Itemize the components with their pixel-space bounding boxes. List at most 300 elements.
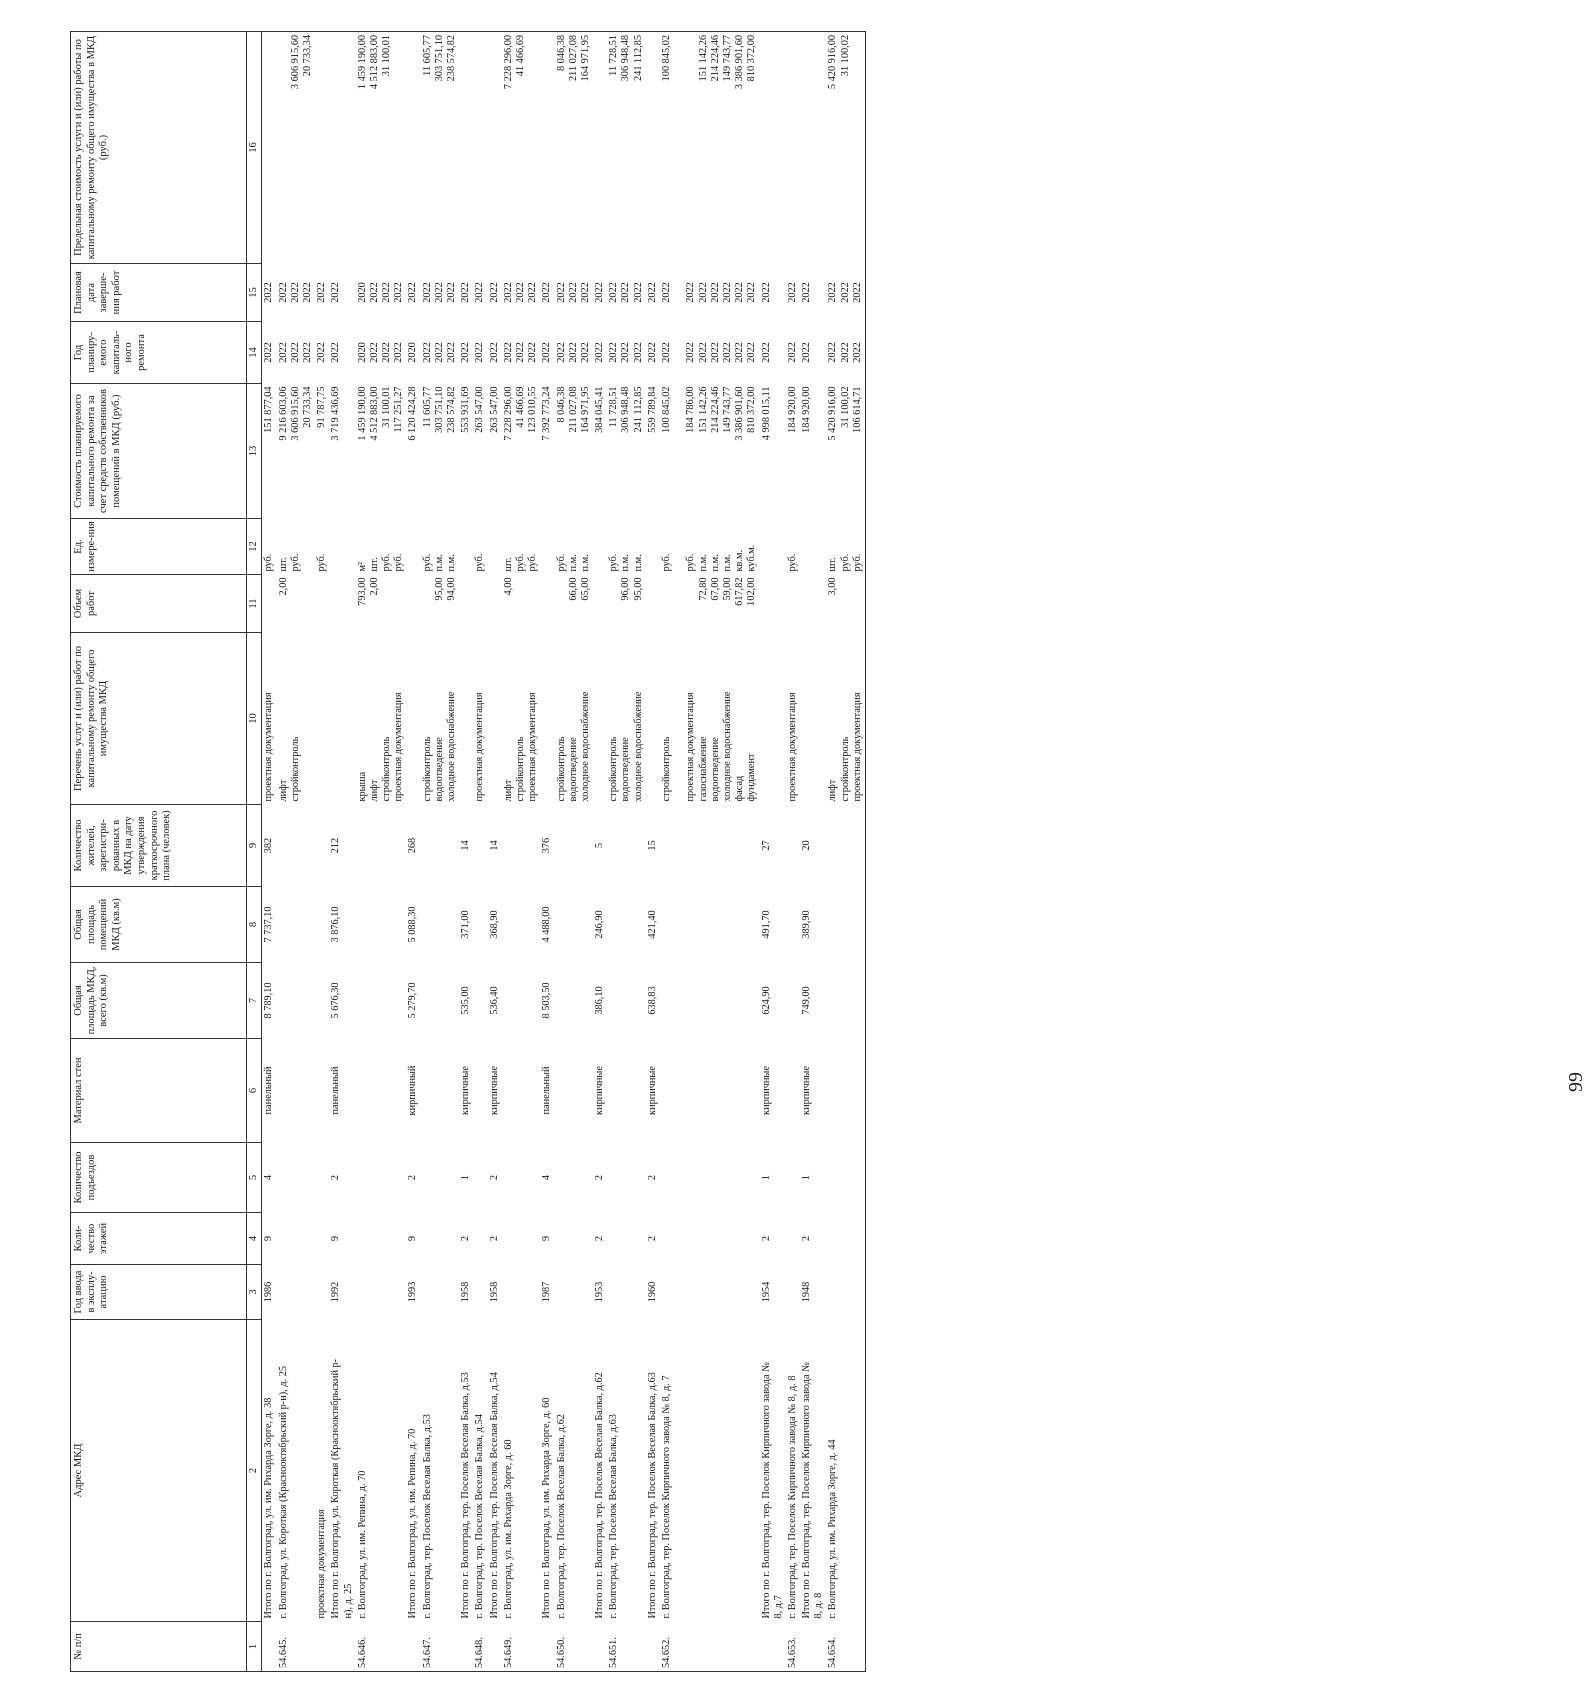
entrances-cell [356,1143,407,1213]
cost-cell-line: 151 877,04 [263,386,275,433]
end-date-cell-line: 2022 [433,282,445,303]
table-row [760,32,786,1672]
works-cell [555,633,594,805]
cost-cell-line: 31 100,01 [381,386,393,428]
works-cell-line: стройконтроль [661,736,672,802]
address-cell-line: Итого по г. Волгоград, тер. Поселок Веселая Балка, д.62 [594,1372,606,1619]
works-cell-line: проектная документация [393,692,405,802]
works-cell [540,633,554,805]
works-cell-line: холодное водоснабжение [721,691,733,802]
year-cell-value: 1987 [541,1281,553,1303]
table-row [421,32,460,1672]
total-area-cell [786,963,800,1039]
works-cell-line: лифт [827,779,839,802]
year-cell [660,1265,760,1320]
address-cell-line: 8, д.7 [772,1595,784,1619]
column-header: № п/п [71,1622,247,1672]
premises-area-cell-value [316,890,328,960]
year-cell-value [556,1268,568,1317]
works-cell-line [541,636,553,802]
column-number: 12 [247,519,262,575]
address-cell-line: г. Волгоград, ул. им. Репина, д. 70 [356,1470,368,1619]
entrances-cell [646,1143,660,1213]
row-number-value: 54.645. [277,1637,289,1668]
entrances-cell-value: 2 [594,1174,606,1181]
floors-cell [646,1213,660,1265]
total-area-cell [329,963,355,1039]
plan-year-cell-line: 2022 [555,342,567,363]
unit-cell-line: п.м. [632,554,644,572]
address-cell [315,1320,329,1622]
wall-material-cell-value [556,1042,568,1140]
row-number [356,1622,407,1672]
wall-material-cell-value: кирпичные [646,1066,658,1115]
wall-material-cell-value: кирпичные [488,1066,500,1115]
floors-cell [593,1213,607,1265]
end-date-cell-line: 2022 [685,282,697,303]
entrances-cell-value: 2 [407,1174,419,1181]
premises-area-cell-value [556,890,568,960]
wall-material-cell [262,1039,277,1143]
cost-cell [607,384,646,519]
unit-cell-line [647,522,659,572]
end-date-cell-line: 2022 [527,282,539,303]
header-row [71,32,247,1672]
total-area-cell [760,963,786,1039]
limit-cost-cell-line [852,35,864,261]
cost-cell-line: 7 228 296,00 [502,386,514,441]
year-cell [421,1265,460,1320]
total-area-cell-value: 5 676,30 [330,982,342,1019]
works-cell-line: холодное водоснабжение [579,691,591,802]
address-cell-line: Итого по г. Волгоград, тер. Поселок Веселая Балка, д.53 [460,1372,472,1619]
entrances-cell [421,1143,460,1213]
unit-cell-line: руб. [608,553,620,572]
cost-cell-line: 117 251,27 [393,386,405,433]
end-date-cell [277,264,316,322]
works-cell-line [489,636,501,802]
table-row [660,32,760,1672]
volume-cell-line: 95,00 [632,577,644,601]
total-area-cell-value: 638,83 [646,986,658,1015]
cost-cell-line: 31 100,02 [839,386,851,428]
year-cell-value [787,1268,799,1317]
limit-cost-cell-line: 214 224,46 [709,35,721,82]
column-number: 10 [247,633,262,805]
plan-year-cell-line: 2022 [786,342,798,363]
unit-cell-line: руб. [685,553,697,572]
column-header: Год ввода в эксплу-атацию [71,1265,247,1320]
year-cell [593,1265,607,1320]
premises-area-cell-value: 7 737,10 [263,906,275,943]
works-cell-line: стройконтроль [289,736,301,802]
total-area-cell [315,963,329,1039]
entrances-cell [660,1143,760,1213]
row-number [262,1622,277,1672]
premises-area-cell [488,887,502,963]
entrances-cell-value: 1 [801,1174,813,1181]
plan-year-cell-line: 2022 [646,342,658,363]
plan-year-cell-line: 2022 [502,342,514,363]
end-date-cell [262,264,277,322]
year-cell-value [608,1268,620,1317]
end-date-cell-line: 2022 [368,282,380,303]
volume-cell-line [594,578,606,630]
works-cell-line: проектная документация [851,692,863,802]
works-cell-line: лифт [502,779,514,802]
premises-area-cell-value: 5 088,30 [407,906,419,943]
plan-year-cell [473,322,487,384]
unit-cell [406,519,420,575]
limit-cost-cell-line: 20 733,34 [301,35,313,77]
plan-year-cell-line: 2020 [407,342,419,363]
plan-year-cell-line [673,325,685,381]
entrances-cell [540,1143,554,1213]
total-area-cell-value: 536,40 [488,986,500,1015]
total-area-cell-value: 8 789,10 [263,982,275,1019]
works-cell-line: проектная документация [786,692,798,802]
premises-area-cell-value: 491,70 [760,910,772,939]
end-date-cell-line: 2022 [263,282,275,303]
volume-cell [607,575,646,633]
works-cell-line: лифт [368,779,380,802]
end-date-cell-line: 2022 [746,282,758,303]
residents-cell-value: 268 [407,837,419,854]
column-header: Перечень услуг и (или) работ по капитальному ремонту общего имущества МКД [71,633,247,805]
end-date-cell [593,264,607,322]
floors-cell-value: 2 [460,1235,472,1242]
works-cell [488,633,502,805]
column-number: 9 [247,805,262,887]
volume-cell-line: 4,00 [502,577,514,596]
row-number [421,1622,460,1672]
table-row [593,32,607,1672]
total-area-cell [459,963,473,1039]
table-row [459,32,473,1672]
cost-cell-line: 106 614,71 [851,386,863,433]
row-number-value: 54.649. [502,1637,514,1668]
premises-area-cell [277,887,316,963]
floors-cell [356,1213,407,1265]
entrances-cell [502,1143,541,1213]
works-cell [473,633,487,805]
works-cell [459,633,473,805]
unit-cell-line: шт. [827,557,839,572]
cost-cell-line: 184 920,00 [801,386,813,433]
wall-material-cell [760,1039,786,1143]
premises-area-cell [473,887,487,963]
works-cell [421,633,460,805]
wall-material-cell [800,1039,826,1143]
volume-cell [593,575,607,633]
works-cell-line: крыша [356,771,368,802]
floors-cell-value [474,1216,486,1262]
entrances-cell [277,1143,316,1213]
volume-cell [315,575,329,633]
limit-cost-cell [329,32,355,264]
limit-cost-cell-line: 238 574,82 [446,35,457,82]
row-number [488,1622,502,1672]
floors-cell-value: 9 [541,1235,553,1242]
plan-year-cell-line: 2022 [661,342,672,363]
cost-cell-line: 8 046,38 [555,386,567,423]
cost-cell [421,384,460,519]
year-cell [262,1265,277,1320]
column-header: Стоимость планируемого капитального ремонта за счет средств собственников помещений в МКД (руб.) [71,384,247,519]
residents-cell-value [316,808,328,884]
volume-cell-line [515,578,527,630]
volume-cell-line [393,578,405,630]
total-area-cell [540,963,554,1039]
plan-year-cell-line: 2022 [527,342,539,363]
end-date-cell-line: 2022 [330,282,342,303]
limit-cost-cell [502,32,541,264]
column-header: Ед. измере-ния [71,519,247,575]
floors-cell [277,1213,316,1265]
limit-cost-cell-line [787,35,799,261]
unit-cell-line [407,522,419,572]
address-cell-line: проектная документация [316,1509,328,1619]
plan-year-cell [421,322,460,384]
total-area-cell-value [503,966,515,1036]
works-cell-line: лифт [277,779,289,802]
year-cell [502,1265,541,1320]
volume-cell [786,575,800,633]
plan-year-cell-line: 2022 [263,342,275,363]
table-row [315,32,329,1672]
cost-cell-line: 3 606 915,60 [289,386,301,441]
works-cell [786,633,800,805]
address-cell-line: Итого по г. Волгоград, ул. Короткая (Краснооктябрьский р- [330,1358,342,1619]
works-cell-line [673,636,685,802]
end-date-cell [760,264,786,322]
total-area-cell [555,963,594,1039]
cost-cell [502,384,541,519]
volume-cell-line: 65,00 [579,577,591,601]
address-cell [406,1320,420,1622]
unit-cell [459,519,473,575]
column-number: 7 [247,963,262,1039]
cost-cell [459,384,473,519]
works-cell-line: стройконтроль [608,736,620,802]
end-date-cell [502,264,541,322]
unit-cell-line: п.м. [567,554,579,572]
entrances-cell [800,1143,826,1213]
cost-cell-line: 184 920,00 [786,386,798,433]
year-cell [646,1265,660,1320]
cost-cell [555,384,594,519]
premises-area-cell-value [278,890,290,960]
premises-area-cell [786,887,800,963]
unit-cell [593,519,607,575]
address-cell [826,1320,865,1622]
address-cell-line: г. Волгоград, ул. Короткая (Краснооктябрьский р-н), д. 25 [277,1365,289,1619]
cost-cell [356,384,407,519]
entrances-cell-value [661,1146,673,1210]
wall-material-cell-value: панельный [263,1066,275,1115]
end-date-cell [459,264,473,322]
limit-cost-cell-line [316,35,328,261]
unit-cell-line: п.м. [579,554,591,572]
premises-area-cell-value [422,890,434,960]
unit-cell [646,519,660,575]
works-cell-line: водоотведение [433,737,445,802]
cost-cell [646,384,660,519]
year-cell-value [474,1268,486,1317]
year-cell [760,1265,786,1320]
year-cell [555,1265,594,1320]
cost-cell-line: 214 224,46 [709,386,721,433]
limit-cost-cell-line [278,35,290,261]
year-cell-value: 1986 [263,1281,275,1303]
plan-year-cell [540,322,554,384]
wall-material-cell [540,1039,554,1143]
cost-cell-line: 810 372,00 [746,386,758,433]
cost-cell-line: 211 027,08 [567,386,579,433]
end-date-cell [329,264,355,322]
limit-cost-cell-line: 164 971,95 [579,35,591,82]
entrances-cell [329,1143,355,1213]
works-cell-line: фасад [734,775,746,802]
works-cell-line: фундамент [746,753,758,802]
volume-cell [826,575,865,633]
end-date-cell [660,264,760,322]
year-cell-value [827,1268,839,1317]
works-cell [406,633,420,805]
cost-cell-line: 151 142,26 [697,386,709,433]
premises-area-cell [315,887,329,963]
cost-cell [660,384,760,519]
limit-cost-cell-line [474,35,486,261]
entrances-cell-value [608,1146,620,1210]
row-number [800,1622,826,1672]
total-area-cell-value: 8 503,50 [541,982,553,1019]
address-cell [760,1320,786,1622]
limit-cost-cell-line: 3 386 901,60 [734,35,746,90]
entrances-cell-value: 2 [488,1174,500,1181]
plan-year-cell-line: 2022 [488,342,500,363]
premises-area-cell-value [503,890,515,960]
unit-cell-line: п.м. [721,554,733,572]
floors-cell [502,1213,541,1265]
volume-cell-line: 3,00 [827,577,839,596]
table-body [262,32,866,1672]
row-number [826,1622,865,1672]
end-date-cell-line: 2020 [356,282,368,303]
floors-cell [473,1213,487,1265]
residents-cell [786,805,800,887]
premises-area-cell [660,887,760,963]
volume-cell [262,575,277,633]
end-date-cell [406,264,420,322]
limit-cost-cell [593,32,607,264]
address-cell [473,1320,487,1622]
premises-area-cell-value [827,890,839,960]
end-date-cell-line: 2022 [827,282,839,303]
cost-cell-line: 4 512 883,00 [368,386,380,441]
limit-cost-cell-line [594,35,606,261]
residents-cell [555,805,594,887]
plan-year-cell-line: 2022 [381,342,393,363]
address-cell-line: Итого по г. Волгоград, ул. им. Рихарда Зорге, д. 60 [541,1397,553,1619]
volume-cell-line [541,578,553,630]
premises-area-cell-value [787,890,799,960]
unit-cell [555,519,594,575]
plan-year-cell [277,322,316,384]
residents-cell-value [661,808,673,884]
limit-cost-cell-line [263,35,275,261]
cost-cell-line: 5 420 916,00 [827,386,839,441]
floors-cell [800,1213,826,1265]
row-number-value [761,1625,773,1669]
unit-cell [607,519,646,575]
plan-year-cell-line: 2022 [421,342,433,363]
plan-year-cell [786,322,800,384]
address-cell [459,1320,473,1622]
works-cell [356,633,407,805]
address-cell-line: г. Волгоград, тер. Поселок Веселая Балка, д.54 [474,1414,486,1619]
volume-cell-line [787,578,799,630]
floors-cell-value [661,1216,673,1262]
unit-cell-line: п.м. [697,554,709,572]
floors-cell-value: 2 [760,1235,772,1242]
entrances-cell-value [278,1146,290,1210]
volume-cell-line [381,578,393,630]
limit-cost-cell-line [407,35,419,261]
end-date-cell [488,264,502,322]
unit-cell-line: руб. [421,553,433,572]
floors-cell-value: 2 [594,1235,606,1242]
works-cell-line: холодное водоснабжение [446,691,457,802]
works-cell-line: проектная документация [263,692,275,802]
limit-cost-cell [540,32,554,264]
entrances-cell-value [827,1146,839,1210]
floors-cell-value [827,1216,839,1262]
row-number-value [801,1625,813,1669]
year-cell [473,1265,487,1320]
limit-cost-cell-line: 5 420 916,00 [827,35,839,90]
end-date-cell [607,264,646,322]
cost-cell-line: 91 787,75 [316,386,328,428]
limit-cost-cell-line [541,35,553,261]
plan-year-cell [262,322,277,384]
residents-cell [660,805,760,887]
total-area-cell [502,963,541,1039]
total-area-cell [646,963,660,1039]
row-number [786,1622,800,1672]
plan-year-cell [800,322,826,384]
year-cell [786,1265,800,1320]
address-cell-line: г. Волгоград, ул. им. Рихарда Зорге, д. 44 [827,1439,839,1619]
cost-cell-line: 41 466,69 [514,386,526,428]
row-number [540,1622,554,1672]
premises-area-cell [826,887,865,963]
total-area-cell-value [827,966,839,1036]
works-cell-line: стройконтроль [381,736,393,802]
works-cell [502,633,541,805]
address-cell-line: Итого по г. Волгоград, ул. им. Рихарда Зорге, д. 38 [263,1397,275,1619]
volume-cell-line [840,578,852,630]
limit-cost-cell-line: 1 459 190,00 [356,35,368,90]
residents-cell-value: 376 [541,837,553,854]
volume-cell [800,575,826,633]
residents-cell-value [422,808,434,884]
works-cell [826,633,865,805]
table-row [277,32,316,1672]
cost-cell-line: 306 948,48 [620,386,632,433]
residents-cell [262,805,277,887]
cost-cell [760,384,786,519]
